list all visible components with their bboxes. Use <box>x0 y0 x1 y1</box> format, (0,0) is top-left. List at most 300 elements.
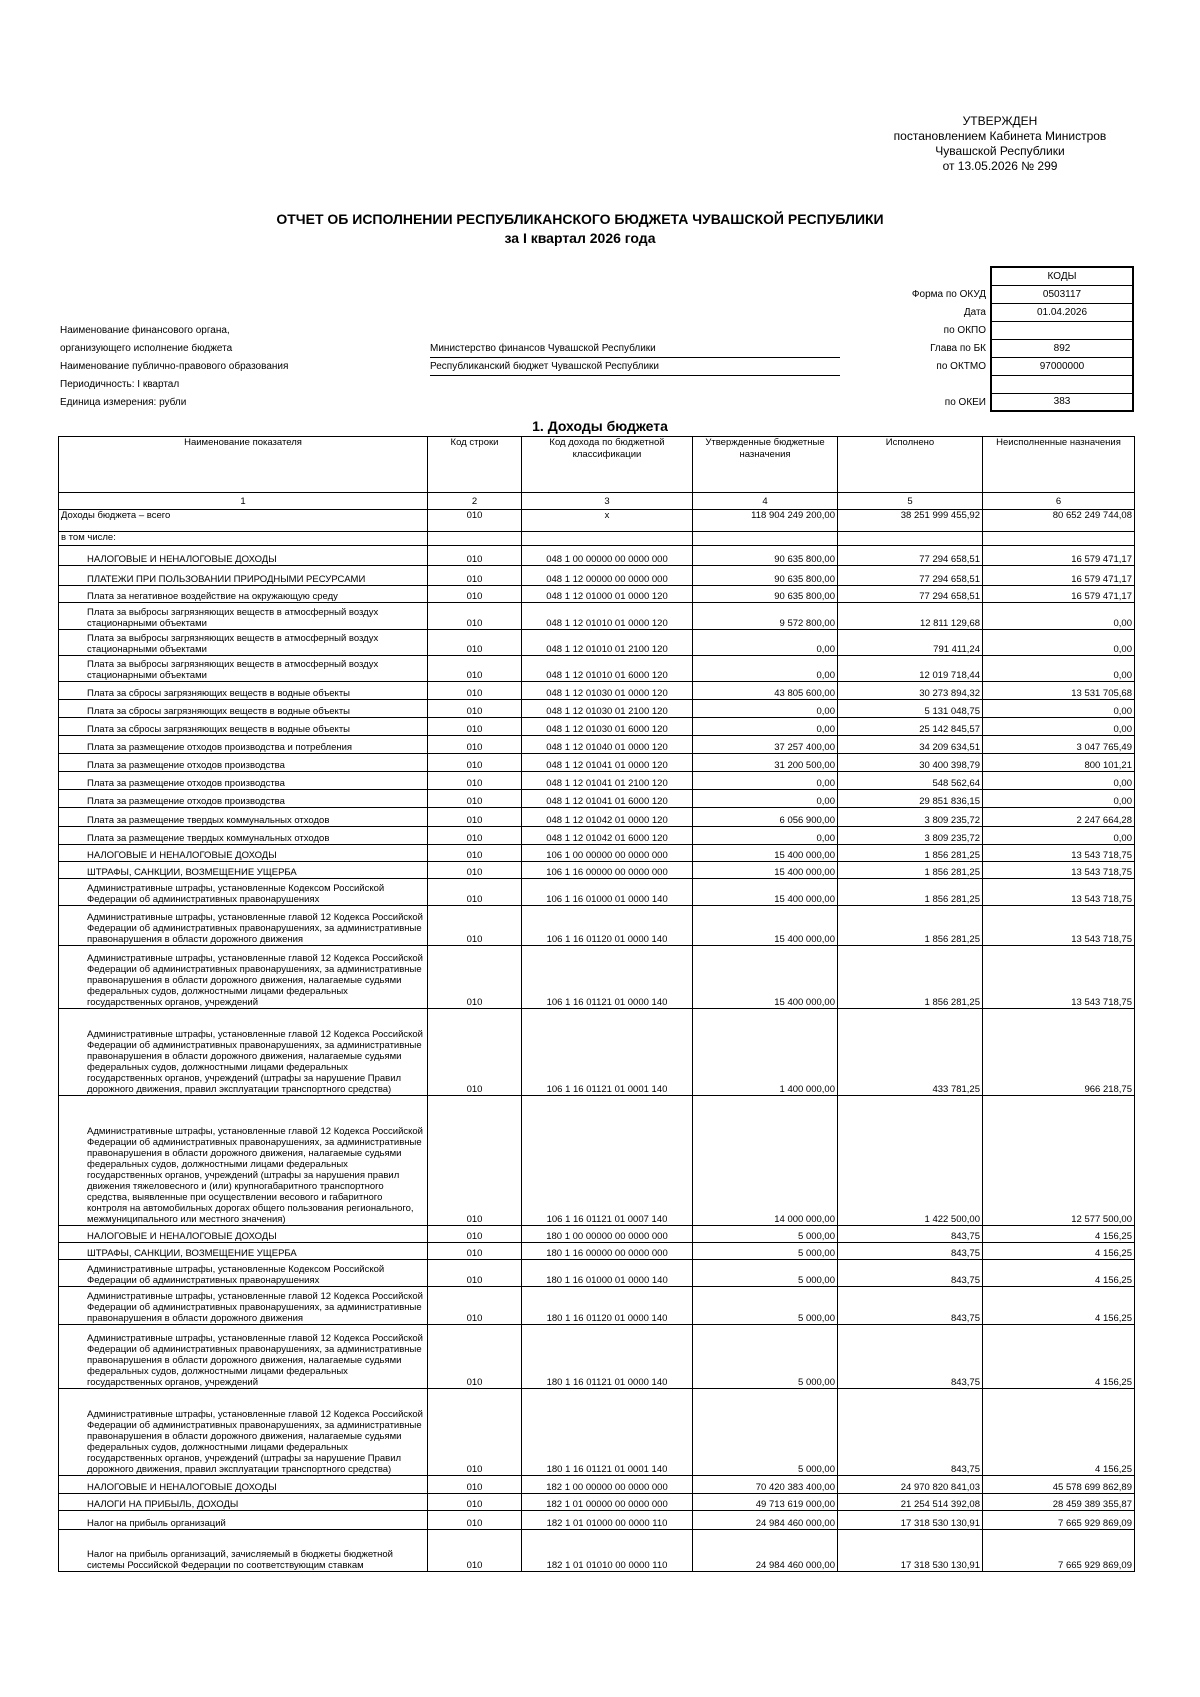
row-name <box>59 510 428 532</box>
row-approved: 1 400 000,00 <box>693 1009 838 1096</box>
row-executed: 1 856 281,25 <box>838 906 983 946</box>
table-row <box>59 718 1135 736</box>
date-label: Дата <box>963 307 986 318</box>
row-unexecuted: 16 579 471,17 <box>983 586 1135 603</box>
row-income-code: 180 1 16 00000 00 0000 000 <box>522 1243 693 1260</box>
row-approved: 49 713 619 000,00 <box>693 1494 838 1511</box>
row-name-text: Административные штрафы, установленные Кодексом Российской Федерации об административных правонарушениях <box>87 883 385 905</box>
row-approved: 6 056 900,00 <box>693 808 838 827</box>
row-name-text: Плата за негативное воздействие на окружающую среду <box>87 591 338 602</box>
row-income-code: 106 1 00 00000 00 0000 000 <box>522 845 693 862</box>
row-line-code: 010 <box>428 754 522 772</box>
row-unexecuted: 0,00 <box>983 718 1135 736</box>
row-income-code: 182 1 00 00000 00 0000 000 <box>522 1476 693 1494</box>
okud-value: 0503117 <box>991 285 1133 303</box>
row-name-text: Административные штрафы, установленные главой 12 Кодекса Российской Федерации об административных правонарушениях, за административные правонарушения в области дорожного движения <box>87 1291 423 1324</box>
row-unexecuted: 0,00 <box>983 603 1135 630</box>
row-name-text: ШТРАФЫ, САНКЦИИ, ВОЗМЕЩЕНИЕ УЩЕРБА <box>87 1248 297 1259</box>
row-executed: 1 856 281,25 <box>838 879 983 906</box>
row-name <box>59 532 428 546</box>
row-name <box>59 1096 428 1226</box>
table-row <box>59 906 1135 946</box>
row-executed: 77 294 658,51 <box>838 546 983 566</box>
row-name <box>59 772 428 790</box>
row-income-code: 106 1 16 01121 01 0000 140 <box>522 946 693 1009</box>
row-executed: 548 562,64 <box>838 772 983 790</box>
row-approved: 0,00 <box>693 718 838 736</box>
table-row <box>59 586 1135 603</box>
row-unexecuted: 13 531 705,68 <box>983 682 1135 700</box>
row-approved <box>693 532 838 546</box>
row-unexecuted: 0,00 <box>983 630 1135 656</box>
row-line-code: 010 <box>428 1009 522 1096</box>
row-name <box>59 1226 428 1243</box>
table-row <box>59 603 1135 630</box>
row-unexecuted: 16 579 471,17 <box>983 546 1135 566</box>
row-unexecuted: 800 101,21 <box>983 754 1135 772</box>
codes-header: КОДЫ <box>991 267 1133 285</box>
table-row <box>59 845 1135 862</box>
report-meta <box>60 322 840 412</box>
row-income-code: 182 1 01 00000 00 0000 000 <box>522 1494 693 1511</box>
row-approved: 70 420 383 400,00 <box>693 1476 838 1494</box>
table-row <box>59 879 1135 906</box>
row-line-code: 010 <box>428 808 522 827</box>
report-title-line-1: ОТЧЕТ ОБ ИСПОЛНЕНИИ РЕСПУБЛИКАНСКОГО БЮДЖЕТА ЧУВАШСКОЙ РЕСПУБЛИКИ <box>276 211 884 227</box>
row-line-code: 010 <box>428 656 522 682</box>
row-approved: 9 572 800,00 <box>693 603 838 630</box>
row-line-code: 010 <box>428 586 522 603</box>
table-row <box>59 754 1135 772</box>
row-name-text: ПЛАТЕЖИ ПРИ ПОЛЬЗОВАНИИ ПРИРОДНЫМИ РЕСУРСАМИ <box>87 574 366 585</box>
row-income-code: 048 1 12 01010 01 6000 120 <box>522 656 693 682</box>
row-approved: 0,00 <box>693 630 838 656</box>
row-line-code: 010 <box>428 630 522 656</box>
table-row <box>59 1287 1135 1325</box>
row-executed: 433 781,25 <box>838 1009 983 1096</box>
row-name <box>59 736 428 754</box>
row-name <box>59 906 428 946</box>
row-name <box>59 566 428 586</box>
table-row <box>59 1009 1135 1096</box>
codes-table <box>990 266 1134 412</box>
row-unexecuted: 0,00 <box>983 790 1135 808</box>
row-name-text: в том числе: <box>61 532 116 543</box>
row-unexecuted: 0,00 <box>983 656 1135 682</box>
row-approved: 24 984 460 000,00 <box>693 1511 838 1530</box>
okei-value: 383 <box>991 393 1133 411</box>
row-executed: 3 809 235,72 <box>838 808 983 827</box>
table-row <box>59 1530 1135 1572</box>
row-executed: 77 294 658,51 <box>838 566 983 586</box>
row-unexecuted: 0,00 <box>983 827 1135 845</box>
row-name-text: ШТРАФЫ, САНКЦИИ, ВОЗМЕЩЕНИЕ УЩЕРБА <box>87 867 297 878</box>
bk-value: 892 <box>991 339 1133 357</box>
row-income-code: 048 1 12 01030 01 2100 120 <box>522 700 693 718</box>
row-line-code: 010 <box>428 1096 522 1226</box>
row-approved: 0,00 <box>693 772 838 790</box>
row-line-code: 010 <box>428 700 522 718</box>
row-income-code: 180 1 16 01120 01 0000 140 <box>522 1287 693 1325</box>
row-approved: 5 000,00 <box>693 1243 838 1260</box>
row-line-code: 010 <box>428 790 522 808</box>
row-line-code: 010 <box>428 1530 522 1572</box>
row-income-code: x <box>522 510 693 532</box>
row-unexecuted: 13 543 718,75 <box>983 946 1135 1009</box>
ppo-label: Наименование публично-правового образования <box>60 361 289 372</box>
row-income-code: 048 1 12 01042 01 6000 120 <box>522 827 693 845</box>
row-approved: 24 984 460 000,00 <box>693 1530 838 1572</box>
row-approved: 118 904 249 200,00 <box>693 510 838 532</box>
row-executed: 34 209 634,51 <box>838 736 983 754</box>
row-executed: 17 318 530 130,91 <box>838 1511 983 1530</box>
row-income-code: 048 1 12 01041 01 2100 120 <box>522 772 693 790</box>
row-income-code: 048 1 12 01000 01 0000 120 <box>522 586 693 603</box>
row-unexecuted: 13 543 718,75 <box>983 879 1135 906</box>
row-approved: 5 000,00 <box>693 1287 838 1325</box>
row-approved: 15 400 000,00 <box>693 879 838 906</box>
row-name-text: Административные штрафы, установленные главой 12 Кодекса Российской Федерации об административных правонарушениях, за административные правонарушения в области дорожного движения, налагаемые судьями федеральных судов, должностными лицами федеральных государственных органов, учреждений <box>87 953 423 1008</box>
row-name <box>59 1530 428 1572</box>
row-line-code: 010 <box>428 566 522 586</box>
row-executed: 25 142 845,57 <box>838 718 983 736</box>
row-income-code: 048 1 12 01042 01 0000 120 <box>522 808 693 827</box>
approval-block <box>860 114 1140 174</box>
table-row <box>59 946 1135 1009</box>
row-income-code: 106 1 16 01120 01 0000 140 <box>522 906 693 946</box>
row-unexecuted: 966 218,75 <box>983 1009 1135 1096</box>
okpo-label: по ОКПО <box>943 325 986 336</box>
row-name <box>59 1243 428 1260</box>
row-line-code: 010 <box>428 1511 522 1530</box>
income-table <box>58 436 1135 1572</box>
row-name-text: Плата за размещение твердых коммунальных отходов <box>87 833 330 844</box>
table-row <box>59 1260 1135 1287</box>
row-approved: 37 257 400,00 <box>693 736 838 754</box>
report-title <box>160 210 1000 248</box>
row-executed: 12 019 718,44 <box>838 656 983 682</box>
row-approved: 0,00 <box>693 790 838 808</box>
row-line-code: 010 <box>428 1226 522 1243</box>
row-name <box>59 754 428 772</box>
row-name-text: Административные штрафы, установленные главой 12 Кодекса Российской Федерации об административных правонарушениях, за административные правонарушения в области дорожного движения, налагаемые судьями федеральных судов, должностными лицами федеральных государственных органов, учреждений (штрафы за нарушения правил движения тяжеловесного и (или) крупногабаритного транспортного средства, выявленные при осуществлении весового и габаритного контроля на автомобильных дорогах общего пользования регионального, межмуниципального или местного значения) <box>87 1126 423 1225</box>
row-income-code: 048 1 12 01010 01 2100 120 <box>522 630 693 656</box>
okpo-value <box>991 321 1133 339</box>
table-row <box>59 1226 1135 1243</box>
codes-labels <box>840 286 986 412</box>
row-approved: 15 400 000,00 <box>693 845 838 862</box>
row-line-code: 010 <box>428 946 522 1009</box>
row-unexecuted: 4 156,25 <box>983 1243 1135 1260</box>
row-name-text: Доходы бюджета – всего <box>61 510 171 521</box>
row-name <box>59 1476 428 1494</box>
row-executed <box>838 532 983 546</box>
row-unexecuted: 13 543 718,75 <box>983 845 1135 862</box>
row-income-code: 106 1 16 01121 01 0001 140 <box>522 1009 693 1096</box>
blank-value <box>991 375 1133 393</box>
row-name-text: Административные штрафы, установленные главой 12 Кодекса Российской Федерации об административных правонарушениях, за административные правонарушения в области дорожного движения, налагаемые судьями федеральных судов, должностными лицами федеральных государственных органов, учреждений <box>87 1333 423 1388</box>
header-line-code: Код строки <box>428 437 522 493</box>
row-executed: 843,75 <box>838 1226 983 1243</box>
row-income-code: 106 1 16 00000 00 0000 000 <box>522 862 693 879</box>
row-line-code: 010 <box>428 682 522 700</box>
col-number-2: 2 <box>428 493 522 510</box>
table-row <box>59 808 1135 827</box>
row-unexecuted: 0,00 <box>983 700 1135 718</box>
table-row <box>59 827 1135 845</box>
row-line-code: 010 <box>428 1325 522 1389</box>
row-line-code: 010 <box>428 845 522 862</box>
table-row <box>59 1476 1135 1494</box>
col-number-3: 3 <box>522 493 693 510</box>
row-line-code: 010 <box>428 862 522 879</box>
row-income-code: 048 1 12 01010 01 0000 120 <box>522 603 693 630</box>
row-name-text: Плата за выбросы загрязняющих веществ в атмосферный воздух стационарными объектами <box>87 633 379 655</box>
row-income-code: 048 1 12 01041 01 6000 120 <box>522 790 693 808</box>
table-row <box>59 1325 1135 1389</box>
row-name-text: Плата за сбросы загрязняющих веществ в водные объекты <box>87 688 350 699</box>
row-line-code: 010 <box>428 1260 522 1287</box>
row-name <box>59 790 428 808</box>
row-unexecuted: 4 156,25 <box>983 1226 1135 1243</box>
row-approved: 31 200 500,00 <box>693 754 838 772</box>
row-unexecuted: 12 577 500,00 <box>983 1096 1135 1226</box>
row-line-code: 010 <box>428 879 522 906</box>
row-name-text: Плата за сбросы загрязняющих веществ в водные объекты <box>87 706 350 717</box>
row-unexecuted: 13 543 718,75 <box>983 906 1135 946</box>
row-executed: 21 254 514 392,08 <box>838 1494 983 1511</box>
header-name: Наименование показателя <box>59 437 428 493</box>
row-unexecuted: 2 247 664,28 <box>983 808 1135 827</box>
row-line-code: 010 <box>428 736 522 754</box>
table-row <box>59 1096 1135 1226</box>
row-unexecuted: 45 578 699 862,89 <box>983 1476 1135 1494</box>
row-executed: 30 400 398,79 <box>838 754 983 772</box>
row-unexecuted: 16 579 471,17 <box>983 566 1135 586</box>
row-executed: 30 273 894,32 <box>838 682 983 700</box>
row-unexecuted: 4 156,25 <box>983 1287 1135 1325</box>
row-income-code: 048 1 12 01030 01 6000 120 <box>522 718 693 736</box>
row-approved: 0,00 <box>693 827 838 845</box>
row-name-text: Плата за размещение отходов производства <box>87 796 285 807</box>
unit-of-measure: Единица измерения: рубли <box>60 397 187 408</box>
row-name <box>59 1287 428 1325</box>
row-executed: 843,75 <box>838 1325 983 1389</box>
row-approved: 15 400 000,00 <box>693 946 838 1009</box>
row-name-text: Административные штрафы, установленные главой 12 Кодекса Российской Федерации об административных правонарушениях, за административные правонарушения в области дорожного движения, налагаемые судьями федеральных судов, должностными лицами федеральных государственных органов, учреждений (штрафы за нарушение Правил дорожного движения, правил эксплуатации транспортного средства) <box>87 1029 423 1095</box>
row-line-code: 010 <box>428 718 522 736</box>
row-income-code: 180 1 00 00000 00 0000 000 <box>522 1226 693 1243</box>
row-unexecuted: 7 665 929 869,09 <box>983 1511 1135 1530</box>
row-income-code: 048 1 12 01030 01 0000 120 <box>522 682 693 700</box>
row-executed: 1 856 281,25 <box>838 946 983 1009</box>
row-executed: 12 811 129,68 <box>838 603 983 630</box>
row-name-text: Плата за сбросы загрязняющих веществ в водные объекты <box>87 724 350 735</box>
row-income-code: 048 1 12 01040 01 0000 120 <box>522 736 693 754</box>
row-name <box>59 718 428 736</box>
fin-org-label-1: Наименование финансового органа, <box>60 325 230 336</box>
row-executed: 791 411,24 <box>838 630 983 656</box>
approval-line-1: УТВЕРЖДЕН <box>962 114 1038 128</box>
table-row <box>59 736 1135 754</box>
row-executed: 1 856 281,25 <box>838 862 983 879</box>
col-number-1: 1 <box>59 493 428 510</box>
oktmo-label: по ОКТМО <box>936 361 986 372</box>
row-name <box>59 1009 428 1096</box>
row-executed: 843,75 <box>838 1243 983 1260</box>
row-name <box>59 700 428 718</box>
row-income-code: 106 1 16 01000 01 0000 140 <box>522 879 693 906</box>
fin-org-label-2: организующего исполнение бюджета <box>60 343 233 354</box>
approval-line-2: постановлением Кабинета Министров <box>893 129 1107 143</box>
fin-org-value: Министерство финансов Чувашской Республики <box>430 340 840 358</box>
row-executed: 1 856 281,25 <box>838 845 983 862</box>
row-executed: 29 851 836,15 <box>838 790 983 808</box>
row-name <box>59 946 428 1009</box>
okei-label: по ОКЕИ <box>944 397 986 408</box>
row-name-text: Плата за размещение отходов производства <box>87 778 285 789</box>
col-number-6: 6 <box>983 493 1135 510</box>
row-income-code: 182 1 01 01010 00 0000 110 <box>522 1530 693 1572</box>
row-line-code: 010 <box>428 603 522 630</box>
row-name-text: Плата за размещение отходов производства и потребления <box>87 742 353 753</box>
row-line-code: 010 <box>428 906 522 946</box>
row-income-code: 180 1 16 01121 01 0000 140 <box>522 1325 693 1389</box>
row-executed: 17 318 530 130,91 <box>838 1530 983 1572</box>
row-unexecuted: 7 665 929 869,09 <box>983 1530 1135 1572</box>
row-executed: 38 251 999 455,92 <box>838 510 983 532</box>
row-name <box>59 630 428 656</box>
table-row <box>59 1389 1135 1476</box>
table-row <box>59 790 1135 808</box>
row-income-code: 106 1 16 01121 01 0007 140 <box>522 1096 693 1226</box>
table-row <box>59 510 1135 532</box>
periodicity: Периодичность: I квартал <box>60 379 180 390</box>
row-income-code: 048 1 12 01041 01 0000 120 <box>522 754 693 772</box>
row-approved: 90 635 800,00 <box>693 566 838 586</box>
table-row <box>59 1494 1135 1511</box>
row-name <box>59 879 428 906</box>
row-executed: 5 131 048,75 <box>838 700 983 718</box>
row-unexecuted: 4 156,25 <box>983 1389 1135 1476</box>
row-unexecuted <box>983 532 1135 546</box>
row-line-code: 010 <box>428 510 522 532</box>
table-row <box>59 1243 1135 1260</box>
row-name <box>59 1511 428 1530</box>
row-name <box>59 682 428 700</box>
table-row <box>59 700 1135 718</box>
row-line-code: 010 <box>428 772 522 790</box>
table-row <box>59 656 1135 682</box>
row-approved: 90 635 800,00 <box>693 586 838 603</box>
row-executed: 1 422 500,00 <box>838 1096 983 1226</box>
row-name-text: НАЛОГОВЫЕ И НЕНАЛОГОВЫЕ ДОХОДЫ <box>87 1231 277 1242</box>
row-income-code: 182 1 01 01000 00 0000 110 <box>522 1511 693 1530</box>
row-name <box>59 1325 428 1389</box>
row-unexecuted: 80 652 249 744,08 <box>983 510 1135 532</box>
row-approved: 15 400 000,00 <box>693 862 838 879</box>
row-income-code: 048 1 12 00000 00 0000 000 <box>522 566 693 586</box>
bk-label: Глава по БК <box>930 343 986 354</box>
row-executed: 843,75 <box>838 1389 983 1476</box>
table-row <box>59 1511 1135 1530</box>
table-row <box>59 566 1135 586</box>
row-name <box>59 808 428 827</box>
row-name-text: НАЛОГИ НА ПРИБЫЛЬ, ДОХОДЫ <box>87 1499 239 1510</box>
row-name <box>59 862 428 879</box>
row-name-text: Налог на прибыль организаций, зачисляемый в бюджеты бюджетной системы Российской Федерации по соответствующим ставкам <box>87 1549 393 1571</box>
row-name-text: Административные штрафы, установленные Кодексом Российской Федерации об административных правонарушениях <box>87 1264 385 1286</box>
table-row <box>59 546 1135 566</box>
row-line-code: 010 <box>428 1389 522 1476</box>
row-income-code <box>522 532 693 546</box>
table-row <box>59 532 1135 546</box>
row-approved: 5 000,00 <box>693 1260 838 1287</box>
table-row <box>59 682 1135 700</box>
header-income-code: Код дохода по бюджетной классификации <box>522 437 693 493</box>
row-name <box>59 546 428 566</box>
row-line-code: 010 <box>428 546 522 566</box>
row-name <box>59 1494 428 1511</box>
row-name-text: Административные штрафы, установленные главой 12 Кодекса Российской Федерации об административных правонарушениях, за административные правонарушения в области дорожного движения, налагаемые судьями федеральных судов, должностными лицами федеральных государственных органов, учреждений (штрафы за нарушение Правил дорожного движения, правил эксплуатации транспортного средства) <box>87 1409 423 1475</box>
header-unexecuted: Неисполненные назначения <box>983 437 1135 493</box>
row-unexecuted: 3 047 765,49 <box>983 736 1135 754</box>
row-executed: 24 970 820 841,03 <box>838 1476 983 1494</box>
row-name-text: НАЛОГОВЫЕ И НЕНАЛОГОВЫЕ ДОХОДЫ <box>87 1482 277 1493</box>
row-name-text: Налог на прибыль организаций <box>87 1518 226 1529</box>
approval-line-3: Чувашской Республики <box>935 144 1065 158</box>
row-name <box>59 1260 428 1287</box>
row-approved: 14 000 000,00 <box>693 1096 838 1226</box>
row-line-code <box>428 532 522 546</box>
row-approved: 5 000,00 <box>693 1389 838 1476</box>
col-number-4: 4 <box>693 493 838 510</box>
row-approved: 0,00 <box>693 700 838 718</box>
row-name-text: Плата за размещение отходов производства <box>87 760 285 771</box>
row-name-text: НАЛОГОВЫЕ И НЕНАЛОГОВЫЕ ДОХОДЫ <box>87 554 277 565</box>
report-title-line-2: за I квартал 2026 года <box>504 230 656 246</box>
row-line-code: 010 <box>428 1287 522 1325</box>
okud-label: Форма по ОКУД <box>911 289 986 300</box>
row-approved: 15 400 000,00 <box>693 906 838 946</box>
row-name <box>59 586 428 603</box>
col-number-5: 5 <box>838 493 983 510</box>
row-line-code: 010 <box>428 1243 522 1260</box>
section-title: 1. Доходы бюджета <box>532 418 668 434</box>
row-approved: 5 000,00 <box>693 1226 838 1243</box>
row-name <box>59 827 428 845</box>
row-unexecuted: 13 543 718,75 <box>983 862 1135 879</box>
row-unexecuted: 28 459 389 355,87 <box>983 1494 1135 1511</box>
header-executed: Исполнено <box>838 437 983 493</box>
row-approved: 43 805 600,00 <box>693 682 838 700</box>
row-name <box>59 845 428 862</box>
row-line-code: 010 <box>428 1476 522 1494</box>
table-row <box>59 772 1135 790</box>
header-approved: Утвержденные бюджетные назначения <box>693 437 838 493</box>
row-unexecuted: 0,00 <box>983 772 1135 790</box>
row-executed: 843,75 <box>838 1260 983 1287</box>
row-line-code: 010 <box>428 827 522 845</box>
row-approved: 90 635 800,00 <box>693 546 838 566</box>
row-unexecuted: 4 156,25 <box>983 1325 1135 1389</box>
date-value: 01.04.2026 <box>991 303 1133 321</box>
row-name-text: Плата за выбросы загрязняющих веществ в атмосферный воздух стационарными объектами <box>87 659 379 681</box>
oktmo-value: 97000000 <box>991 357 1133 375</box>
row-name <box>59 656 428 682</box>
table-row <box>59 630 1135 656</box>
row-name-text: Плата за выбросы загрязняющих веществ в атмосферный воздух стационарными объектами <box>87 607 379 629</box>
